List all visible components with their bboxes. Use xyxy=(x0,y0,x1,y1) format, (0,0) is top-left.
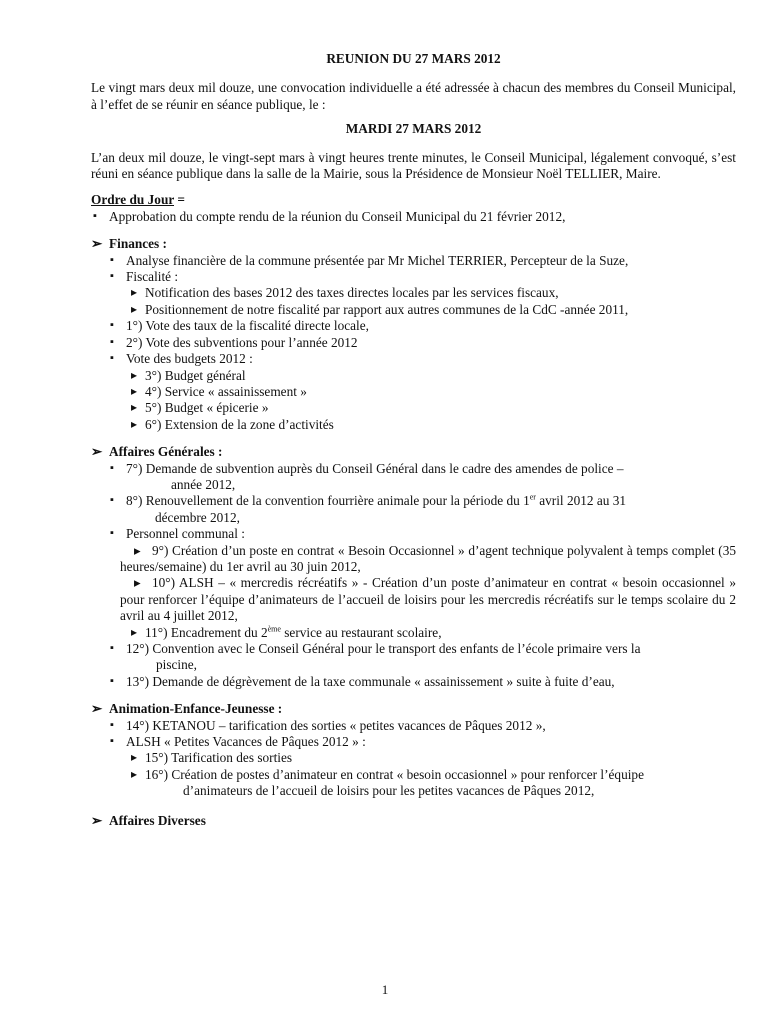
intro-paragraph: Le vingt mars deux mil douze, une convocation individuelle a été adressée à chacun des membres du Conseil Municipal, à l’effet de se réunir en séance publique, le : xyxy=(91,80,736,112)
sub-list-item: ▸ Positionnement de notre fiscalité par rapport aux autres communes de la CdC -année 2011, xyxy=(127,302,736,318)
list-item: ▪ 13°) Demande de dégrèvement de la taxe communale « assainissement » suite à fuite d’eau, xyxy=(108,674,736,690)
section-affaires-diverses: ➢ Affaires Diverses xyxy=(91,812,206,828)
list-item: ▪ Fiscalité : xyxy=(108,269,736,285)
sub-list-item: ▸ 16°) Création de postes d’animateur en contrat « besoin occasionnel » pour renforcer l’équipe d’animateurs de l’accueil de loisirs pour les petites vacances de Pâques 2012, xyxy=(127,767,736,800)
list-item: ▪ 14°) KETANOU – tarification des sorties « petites vacances de Pâques 2012 », xyxy=(108,718,736,734)
opening-paragraph: L’an deux mil douze, le vingt-sept mars à vingt heures trente minutes, le Conseil Municipal, légalement convoqué, s’est réuni en séance publique dans la salle de la Mairie, sous la Présidence de Monsieur Noël TELLIER, Maire. xyxy=(91,149,736,182)
list-item: ▪ 12°) Convention avec le Conseil Général pour le transport des enfants de l’école primaire vers la piscine, xyxy=(108,641,736,674)
sub-list-item: ▸ 10°) ALSH – « mercredis récréatifs » - Création d’un poste d’animateur en contrat « besoin occasionnel » pour renforcer l’équipe d’animateurs de l’accueil de loisirs pour les mercredis récréatifs sur le temps scolaire du 2 avril au 4 juillet 2012, xyxy=(120,575,736,624)
sub-list-item: ▸ 3°) Budget général xyxy=(127,368,736,384)
list-item: ▪ ALSH « Petites Vacances de Pâques 2012 » : xyxy=(108,734,736,750)
document-page xyxy=(91,51,736,829)
section-affaires-generales: ➢ Affaires Générales : xyxy=(91,444,223,460)
sub-list-item: ▸ 4°) Service « assainissement » xyxy=(127,384,736,400)
sub-list-item: ▸ 6°) Extension de la zone d’activités xyxy=(127,417,736,433)
sub-list-item: ▸ 9°) Création d’un poste en contrat « Besoin Occasionnel » d’agent technique polyvalent à temps complet (35 heures/semaine) du 1er avril au 30 juin 2012, xyxy=(120,542,736,574)
meeting-date: MARDI 27 MARS 2012 xyxy=(345,121,482,137)
list-item: ▪ Personnel communal : xyxy=(108,526,736,542)
list-item: ▪ 2°) Vote des subventions pour l’année 2012 xyxy=(108,335,736,351)
list-item: ▪ 8°) Renouvellement de la convention fourrière animale pour la période du 1er avril 2012 au 31 décembre 2012, xyxy=(108,493,736,526)
page-number: 1 xyxy=(381,982,389,997)
section-finances: ➢ Finances : xyxy=(91,236,167,252)
section-animation: ➢ Animation-Enfance-Jeunesse : xyxy=(91,701,283,717)
list-item: ▪ 7°) Demande de subvention auprès du Conseil Général dans le cadre des amendes de police – année 2012, xyxy=(108,461,736,494)
arrow-bullet-icon: ➢ xyxy=(91,444,103,460)
arrow-bullet-icon: ➢ xyxy=(91,701,103,717)
sub-list-item: ▸ 5°) Budget « épicerie » xyxy=(127,400,736,416)
triangle-bullet-icon: ▸ xyxy=(134,542,141,558)
sub-list-item: ▸ 11°) Encadrement du 2ème service au restaurant scolaire, xyxy=(127,625,736,641)
list-item: ▪ Approbation du compte rendu de la réunion du Conseil Municipal du 21 février 2012, xyxy=(91,209,736,225)
sub-list-item: ▸ Notification des bases 2012 des taxes directes locales par les services fiscaux, xyxy=(127,285,736,301)
document-title: REUNION DU 27 MARS 2012 xyxy=(326,51,501,66)
arrow-bullet-icon: ➢ xyxy=(91,236,103,252)
list-item: ▪ 1°) Vote des taux de la fiscalité directe locale, xyxy=(108,318,736,334)
triangle-bullet-icon: ▸ xyxy=(134,575,141,591)
arrow-bullet-icon: ➢ xyxy=(91,812,103,828)
list-item: ▪ Analyse financière de la commune présentée par Mr Michel TERRIER, Percepteur de la Suze, xyxy=(108,253,736,269)
list-item: ▪ Vote des budgets 2012 : xyxy=(108,351,736,367)
sub-list-item: ▸ 15°) Tarification des sorties xyxy=(127,750,736,766)
agenda-heading: Ordre du Jour = xyxy=(91,192,185,208)
